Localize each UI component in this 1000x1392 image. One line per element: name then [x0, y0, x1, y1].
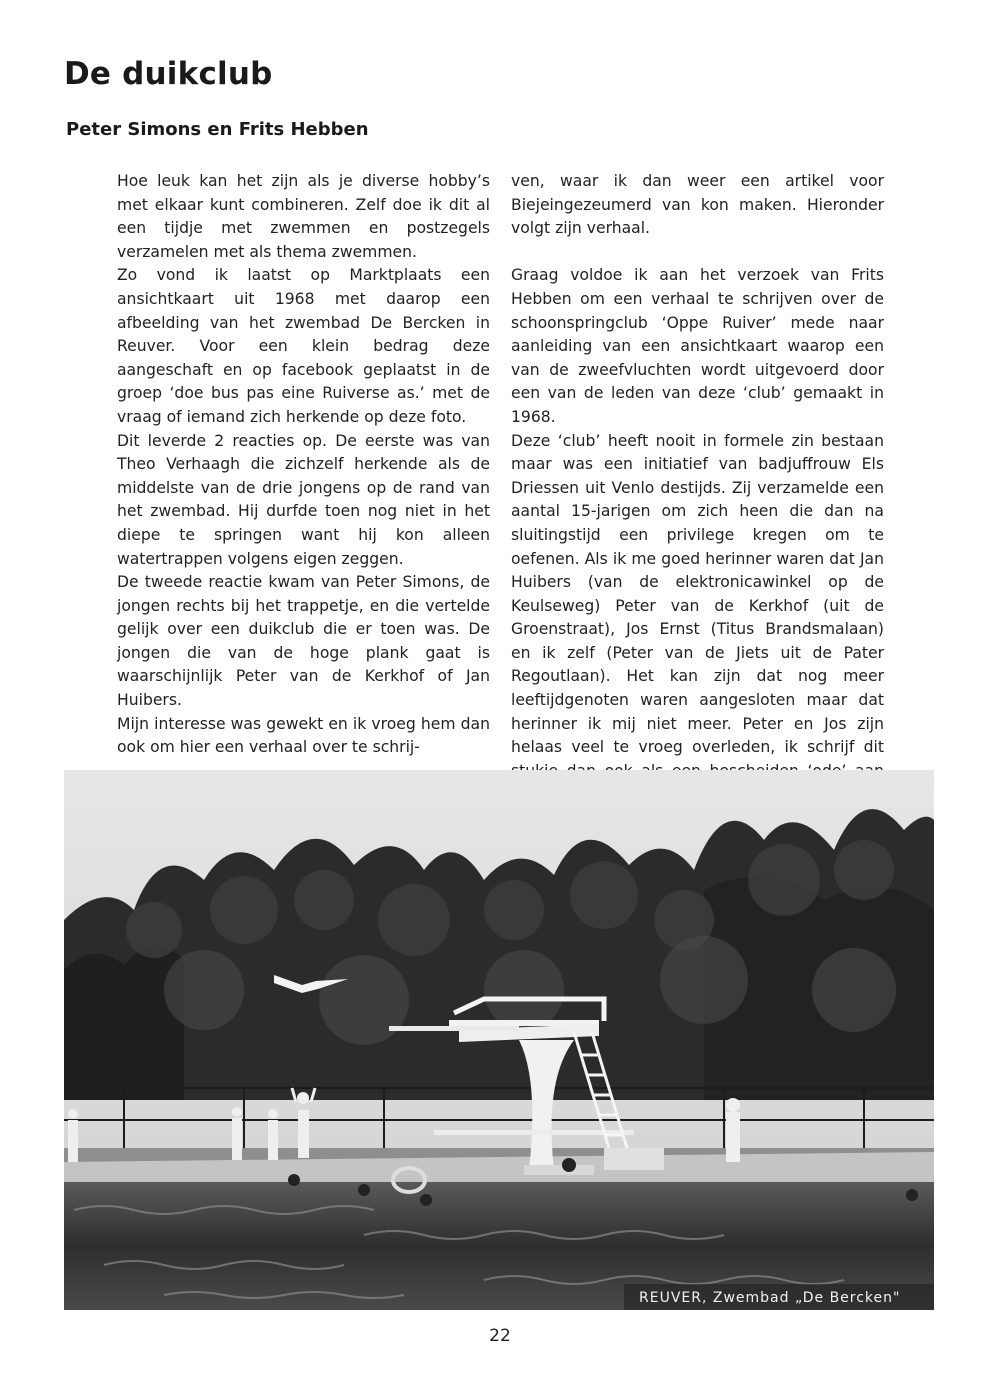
paragraph: Mijn interesse was gewekt en ik vroeg hem dan ook om hier een verhaal over te schrij-: [117, 714, 490, 757]
swimming-pool-photo: [64, 770, 934, 1310]
paragraph: Deze ‘club’ heeft nooit in formele zin bestaan maar was een initiatief van badjuffrouw Els Driessen uit Venlo destijds. Zij verzamelde een aantal 15-jarigen om zich heen die dan na sluitingstijd een privilege kregen om te oefenen. Als ik me goed herinner waren dat Jan Huibers (van de elektronicawinkel op de Keulseweg) Peter van de Kerkhof (uit de Groenstraat), Jos Ernst (Titus Brandsmalaan) en ik zelf (Peter van de Jiets uit de Pater Regoutlaan). Het kan zijn dat nog meer leeftijdgenoten waren aangesloten maar dat herinner ik mij niet meer. Peter en Jos zijn helaas veel te vroeg overleden, ik schrijf dit: [511, 431, 884, 757]
photo-caption: REUVER, Zwembad „De Bercken": [639, 1290, 901, 1306]
page-number: 22: [489, 1326, 511, 1346]
left-text-column: [117, 170, 490, 760]
paragraph: Dit leverde 2 reacties op. De eerste was van Theo Verhaagh die zichzelf herkende als de middelste van de drie jongens op de rand van het zwembad. Hij durfde toen nog niet in het diepe te springen want hij kon alleen watertrappen volgens eigen zeggen.: [117, 431, 490, 568]
article-title: De duikclub: [64, 56, 273, 92]
paragraph: Zo vond ik laatst op Marktplaats een ansichtkaart uit 1968 met daarop een afbeelding van het zwembad De Bercken in Reuver. Voor een klein bedrag deze aangeschaft en op facebook geplaatst in de groep ‘doe bus pas eine Ruiverse as.’ met de vraag of iemand zich herkende op deze foto.: [117, 266, 490, 426]
paragraph: Graag voldoe ik aan het verzoek van Frits Hebben om een verhaal te schrijven over de schoonspringclub ‘Oppe Ruiver’ mede naar aanleiding van een ansichtkaart waarop een van de zweefvluchten wordt uitgevoerd door een van de leden van deze ‘club’ gemaakt in 1968.: [511, 266, 884, 426]
paragraph: De tweede reactie kwam van Peter Simons, de jongen rechts bij het trappetje, en die vertelde gelijk over een duikclub die er toen was. De jongen die van de hoge plank gaat is waarschijnlijk Peter van de Kerkhof of Jan Huibers.: [117, 573, 490, 710]
right-text-column: [511, 170, 884, 854]
paragraph: Hoe leuk kan het zijn als je diverse hobby’s met elkaar kunt combineren. Zelf doe ik dit al een tijdje met zwemmen en postzegels verzamelen met als thema zwemmen.: [117, 172, 490, 261]
article-authors: Peter Simons en Frits Hebben: [66, 119, 369, 140]
paragraph: ven, waar ik dan weer een artikel voor Biejeingezeumerd van kon maken. Hieronder volgt zijn verhaal.: [511, 172, 884, 238]
